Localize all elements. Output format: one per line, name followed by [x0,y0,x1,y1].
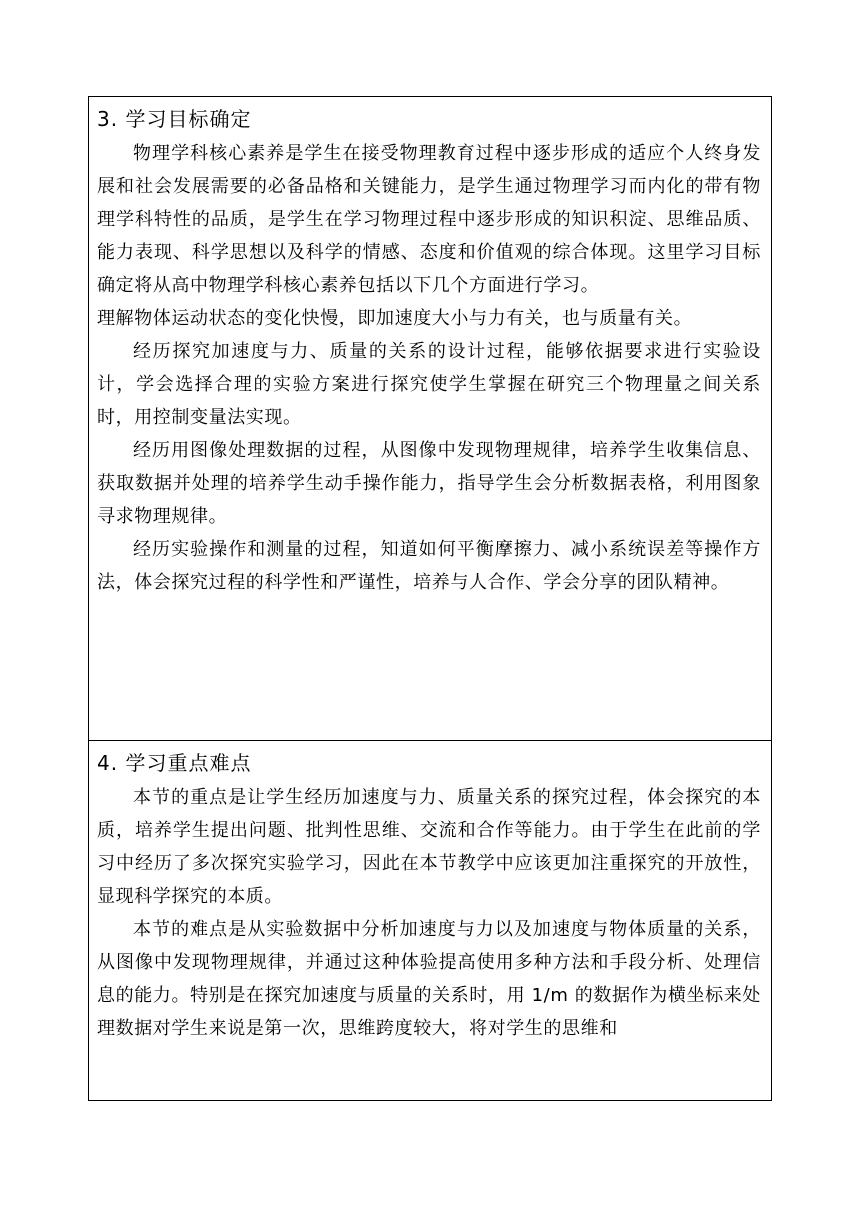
paragraph: 经历探究加速度与力、质量的关系的设计过程，能够依据要求进行实验设计，学会选择合理的实验方案进行探究使学生掌握在研究三个物理量之间关系时，用控制变量法实现。 [97,341,761,428]
table-row [89,741,772,1101]
section-learning-objectives [89,97,772,741]
paragraph: 经历用图像处理数据的过程，从图像中发现物理规律，培养学生收集信息、获取数据并处理的培养学生动手操作能力，指导学生会分析数据表格，利用图象寻求物理规律。 [97,440,761,527]
table-row [89,97,772,741]
paragraph: 本节的重点是让学生经历加速度与力、质量关系的探究过程，体会探究的本质，培养学生提出问题、批判性思维、交流和合作等能力。由于学生在此前的学习中经历了多次探究实验学习，因此在本节教学中应该更加注重探究的开放性，显现科学探究的本质。 [97,787,761,907]
paragraph: 本节的难点是从实验数据中分析加速度与力以及加速度与物体质量的关系，从图像中发现物理规律，并通过这种体验提高使用多种方法和手段分析、处理信息的能力。特别是在探究加速度与质量的关系时，用 1/m 的数据作为横坐标来处理数据对学生来说是第一次，思维跨度较大，将对学生的思维和 [97,919,761,1039]
section-heading: 4. 学习重点难点 [97,751,252,775]
paragraph: 理解物体运动状态的变化快慢，即加速度大小与力有关，也与质量有关。 [97,308,693,329]
paragraph: 物理学科核心素养是学生在接受物理教育过程中逐步形成的适应个人终身发展和社会发展需要的必备品格和关键能力，是学生通过物理学习而内化的带有物理学科特性的品质，是学生在学习物理过程中逐步形成的知识积淀、思维品质、能力表现、科学思想以及科学的情感、态度和价值观的综合体现。这里学习目标确定将从高中物理学科核心素养包括以下几个方面进行学习。 [97,143,761,296]
document-table [88,96,772,1101]
section-heading: 3. 学习目标确定 [97,107,252,131]
paragraph: 经历实验操作和测量的过程，知道如何平衡摩擦力、减小系统误差等操作方法，体会探究过程的科学性和严谨性，培养与人合作、学会分享的团队精神。 [97,539,761,593]
section-key-points [89,741,772,1101]
